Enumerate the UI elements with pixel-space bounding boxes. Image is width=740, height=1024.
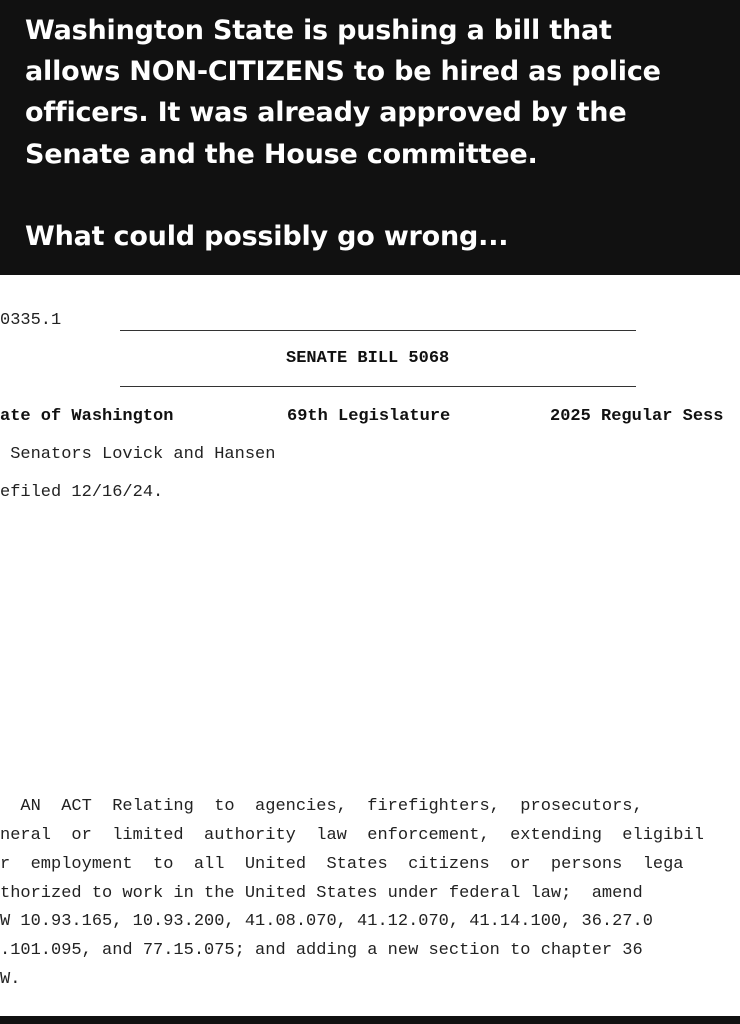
bill-title: SENATE BILL 5068 [286, 349, 450, 368]
act-line-6: .101.095, and 77.15.075; and adding a new section to chapter 36 [0, 941, 643, 960]
title-rule-bottom [120, 386, 636, 387]
act-line-3: r employment to all United States citizens or persons lega [0, 855, 684, 874]
act-line-2: neral or limited authority law enforcement, extending eligibil [0, 826, 704, 845]
draft-number: 0335.1 [0, 311, 62, 330]
prefiled-date: efiled 12/16/24. [0, 483, 164, 502]
state-name: ate of Washington [0, 407, 174, 426]
bill-document [0, 275, 740, 1016]
session: 2025 Regular Sess [550, 407, 724, 426]
bottom-bar [0, 1016, 740, 1024]
act-line-5: W 10.93.165, 10.93.200, 41.08.070, 41.12.070, 41.14.100, 36.27.0 [0, 912, 653, 931]
act-line-1: AN ACT Relating to agencies, firefighters, prosecutors, [0, 797, 643, 816]
caption-line-2: allows NON-CITIZENS to be hired as police [25, 56, 661, 87]
legislature: 69th Legislature [287, 407, 451, 426]
caption-line-4: Senate and the House committee. [25, 139, 538, 170]
caption-line-3: officers. It was already approved by the [25, 97, 627, 128]
caption-line-5: What could possibly go wrong... [25, 221, 509, 252]
act-line-7: W. [0, 970, 21, 989]
caption-banner [0, 0, 740, 275]
caption-line-1: Washington State is pushing a bill that [25, 15, 612, 46]
sponsors: Senators Lovick and Hansen [0, 445, 276, 464]
title-rule-top [120, 330, 636, 331]
act-line-4: thorized to work in the United States under federal law; amend [0, 884, 643, 903]
